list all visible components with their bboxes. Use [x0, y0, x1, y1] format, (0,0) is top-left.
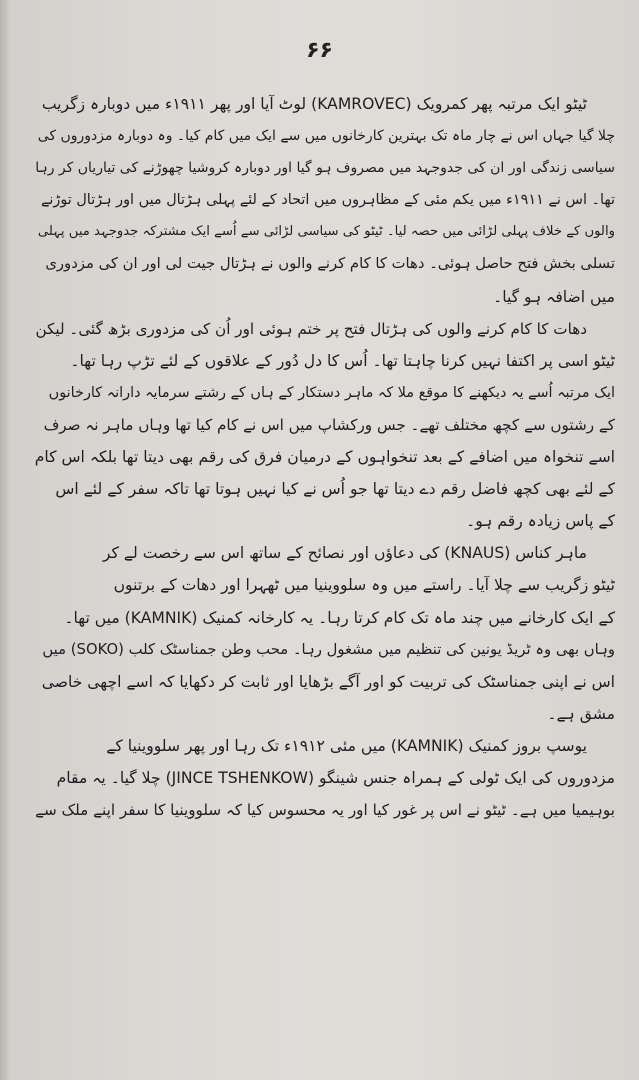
text-line: ایک مرتبہ اُسے یہ دیکھنے کا موقع ملا کہ ماہر دستکار کے ہاں کے رشتے سرمایہ دارانہ کارخانوں [48, 384, 615, 401]
text-line: ماہر کناس (KNAUS) کی دعاؤں اور نصائح کے ساتھ اس سے رخصت لے کر [102, 544, 587, 563]
text-line: مزدوروں کی ایک ٹولی کے ہمراہ جنس شینگو (JINCE TSHENKOW) چلا گیا۔ یہ مقام [56, 768, 615, 787]
text-line: تھا۔ اس نے ۱۹۱۱ء میں یکم مئی کے مظاہروں میں اتحاد کے لئے پہلی ہڑتال میں اور ہڑتال توڑنے [40, 192, 615, 209]
text-line: کے پاس زیادہ رقم ہو۔ [466, 512, 615, 531]
text-line: میں اضافہ ہو گیا۔ [493, 287, 615, 306]
text-line: اس نے اپنی جمناسٹک کی تربیت کو اور آگے بڑھایا اور ثابت کر دکھایا کہ اسے اچھی خاصی [41, 672, 615, 691]
text-line: بوہیمیا میں ہے۔ ٹیٹو نے اس پر غور کیا اور یہ محسوس کیا کہ سلووینیا کا سفر اپنے ملک سے [35, 801, 615, 820]
text-line: دھات کا کام کرنے والوں کی ہڑتال فتح پر ختم ہوئی اور اُن کی مزدوری بڑھ گئی۔ لیکن [35, 319, 587, 338]
text-line: تسلی بخش فتح حاصل ہوئی۔ دھات کا کام کرنے والوں نے ہڑتال جیت لی اور ان کی مزدوری [45, 255, 615, 273]
text-line: اسے تنخواہ میں اضافے کے بعد تنخواہوں کے درمیان فرق کی رقم بھی دیتا تھا بلکہ اس کام [34, 448, 615, 467]
text-line: ٹیٹو ایک مرتبہ پھر کمرویک (KAMROVEC) لوٹ آیا اور پھر ۱۹۱۱ء میں دوبارہ زگریب [41, 95, 587, 113]
text-line: والوں کے خلاف پہلی لڑائی میں حصہ لیا۔ ٹیٹو کی سیاسی لڑائی سے اُسے ایک مشترکہ جدوجہد میں پہلی [37, 224, 615, 240]
page-number: ۶۶ [306, 38, 333, 63]
text-line: کے ایک کارخانے میں چند ماہ تک کام کرتا رہا۔ یہ کارخانہ کمنیک (KAMNIK) میں تھا۔ [64, 608, 615, 627]
text-line: کے رشتوں سے کچھ مختلف تھے۔ جس ورکشاپ میں اس نے کام کیا تھا وہاں ماہر نہ صرف [43, 415, 615, 434]
text-line: ٹیٹو زگریب سے چلا آیا۔ راستے میں وہ سلووینیا میں ٹھہرا اور دھات کے برتنوں [113, 576, 615, 595]
text-line: مشق ہے۔ [547, 704, 615, 723]
text-line: ٹیٹو اسی پر اکتفا نہیں کرنا چاہتا تھا۔ اُس کا دل دُور کے علاقوں کے لئے تڑپ رہا تھا۔ [70, 351, 615, 370]
text-line: وہاں بھی وہ ٹریڈ یونین کی تنظیم میں مشغول رہا۔ محب وطن جمناسٹک کلب (SOKO) میں [42, 640, 615, 658]
text-line: چلا گیا جہاں اس نے چار ماہ تک بہترین کارخانوں میں سے ایک میں کام کیا۔ وہ دوبارہ مزدوروں کی [37, 128, 615, 145]
body-text [34, 88, 615, 826]
text-line: سیاسی زندگی اور ان کی جدوجہد میں مصروف ہو گیا اور دوبارہ کروشیا چھوڑنے کی تیاریاں کر رہا [35, 160, 615, 177]
page-edge-shadow [0, 0, 9, 1080]
text-line: کے لئے بھی کچھ فاضل رقم دے دیتا تھا جو اُس نے کیا نہیں ہوتا تھا تاکہ سفر کے لئے اس [55, 480, 615, 499]
text-line: یوسپ بروز کمنیک (KAMNIK) میں مئی ۱۹۱۲ء تک رہا اور پھر سلووینیا کے [106, 736, 587, 755]
